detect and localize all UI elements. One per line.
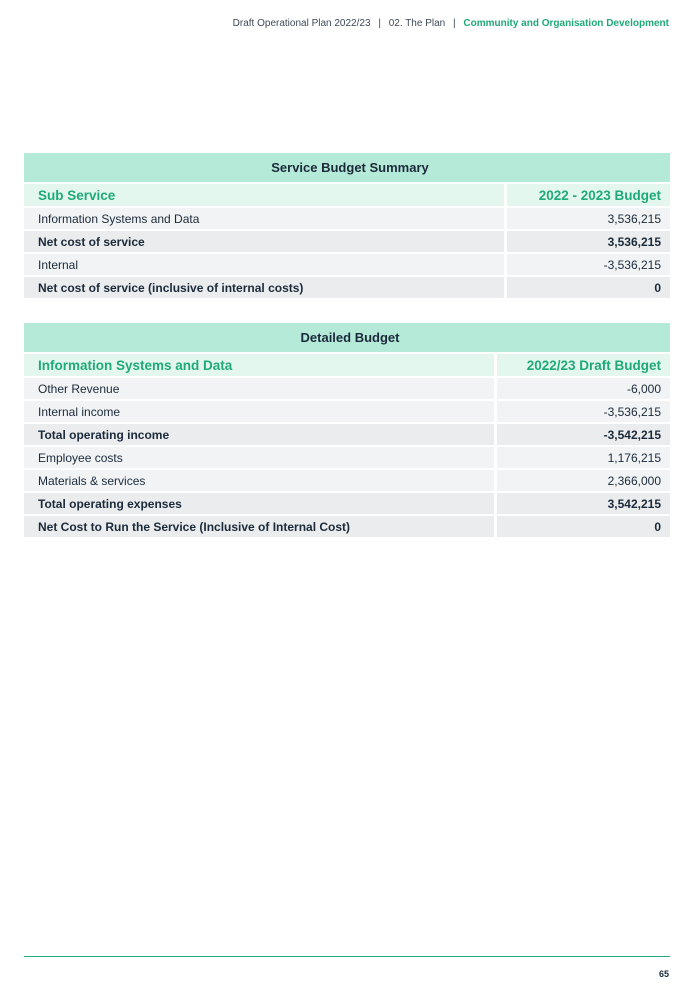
row-value: -6,000: [497, 378, 670, 399]
service-budget-summary-table: [24, 151, 670, 300]
row-value: -3,536,215: [507, 254, 670, 275]
row-label: Other Revenue: [24, 378, 494, 399]
table-title: Detailed Budget: [24, 323, 670, 352]
row-label: Net cost of service: [24, 231, 504, 252]
table-row: [24, 516, 670, 537]
row-value: 3,536,215: [507, 231, 670, 252]
detailed-budget-table: [24, 321, 670, 539]
row-value: -3,536,215: [497, 401, 670, 422]
row-value: -3,542,215: [497, 424, 670, 445]
table-row: [24, 493, 670, 514]
footer-divider: [24, 956, 670, 957]
table-title-row: [24, 153, 670, 182]
table-row: [24, 470, 670, 491]
document-title: Draft Operational Plan 2022/23: [232, 18, 371, 29]
row-label: Net cost of service (inclusive of internal costs): [24, 277, 504, 298]
running-header: [233, 18, 669, 29]
table-row: [24, 277, 670, 298]
table-row: [24, 424, 670, 445]
row-label: Total operating expenses: [24, 493, 494, 514]
table-row: [24, 254, 670, 275]
header-separator: |: [453, 18, 456, 29]
row-value: 0: [507, 277, 670, 298]
column-header-service: Information Systems and Data: [24, 354, 494, 376]
table-row: [24, 378, 670, 399]
table-row: [24, 447, 670, 468]
row-label: Total operating income: [24, 424, 494, 445]
table-row: [24, 401, 670, 422]
table-header-row: [24, 354, 670, 376]
table-title-row: [24, 323, 670, 352]
row-value: 1,176,215: [497, 447, 670, 468]
subsection-name: Community and Organisation Development: [463, 18, 669, 29]
table-title: Service Budget Summary: [24, 153, 670, 182]
column-header-sub-service: Sub Service: [24, 184, 504, 206]
row-value: 3,536,215: [507, 208, 670, 229]
detailed-rows: [24, 378, 670, 537]
column-header-budget: 2022/23 Draft Budget: [497, 354, 670, 376]
header-separator: |: [378, 18, 381, 29]
summary-rows: [24, 208, 670, 298]
row-value: 3,542,215: [497, 493, 670, 514]
section-name: 02. The Plan: [388, 18, 446, 29]
table-row: [24, 231, 670, 252]
row-value: 2,366,000: [497, 470, 670, 491]
row-label: Employee costs: [24, 447, 494, 468]
row-label: Materials & services: [24, 470, 494, 491]
column-header-budget: 2022 - 2023 Budget: [507, 184, 670, 206]
row-label: Internal: [24, 254, 504, 275]
table-header-row: [24, 184, 670, 206]
row-label: Internal income: [24, 401, 494, 422]
row-label: Net Cost to Run the Service (Inclusive of Internal Cost): [24, 516, 494, 537]
row-label: Information Systems and Data: [24, 208, 504, 229]
table-row: [24, 208, 670, 229]
row-value: 0: [497, 516, 670, 537]
page-number: 65: [658, 969, 669, 979]
